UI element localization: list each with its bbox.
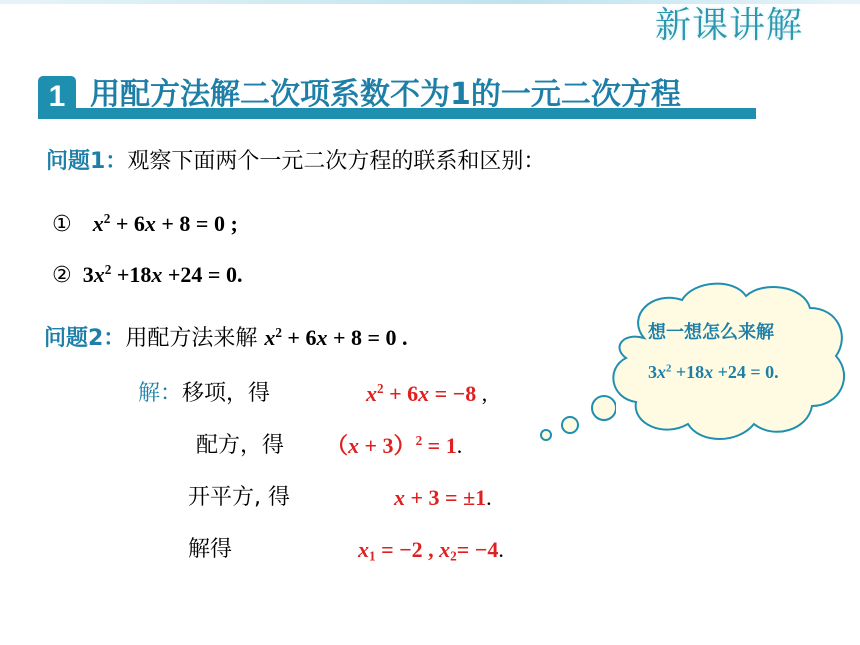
- equation-1: [52, 208, 238, 241]
- bubble-line-1: 想一想怎么来解: [648, 322, 774, 343]
- bubble-line-2: $3x^2 +18x +24 = 0$.: [648, 362, 779, 382]
- solution-step-1-label: [138, 378, 270, 410]
- step-1-text: 移项，得: [182, 381, 271, 406]
- equation-2-marker: ②: [52, 263, 72, 288]
- step-3-equation: x + 3 = ±1.: [394, 485, 492, 510]
- question2: [44, 322, 408, 355]
- solution-label: 解：: [138, 381, 183, 406]
- equation-2: [52, 259, 242, 292]
- step-3-text: 开平方, 得: [188, 485, 290, 510]
- question1-label: 问题1：: [46, 149, 128, 174]
- equation-1-marker: ①: [52, 212, 72, 237]
- step-2-text: 配方，得: [196, 433, 285, 458]
- question2-label: 问题2：: [44, 326, 126, 351]
- equation-2-expression: $3x^2 +18x +24 = 0$.: [82, 262, 243, 287]
- section-title: 用配方法解二次项系数不为1的一元二次方程: [90, 77, 681, 112]
- thought-trail: [536, 392, 616, 452]
- question2-equation: $x^2 + 6x + 8 = 0$ .: [264, 325, 408, 350]
- question2-text: 用配方法来解: [125, 326, 265, 351]
- section-number-badge: 1: [38, 76, 76, 118]
- step-1-equation: $x^2 + 6x = -8$ ,: [366, 381, 488, 406]
- question1-text: 观察下面两个一元二次方程的联系和区别：: [127, 149, 546, 174]
- step-4-text: 解得: [188, 537, 233, 562]
- question1: [46, 146, 545, 178]
- step-2-equation: $(x + 3)^2 = 1$.: [326, 433, 463, 458]
- slide-corner-title: 新课讲解: [655, 5, 804, 46]
- equation-1-expression: $x^2 + 6x + 8 = 0$ ;: [92, 211, 238, 236]
- step-4-equation: $x_1 = -2$ , $x_2= -4$.: [358, 537, 504, 564]
